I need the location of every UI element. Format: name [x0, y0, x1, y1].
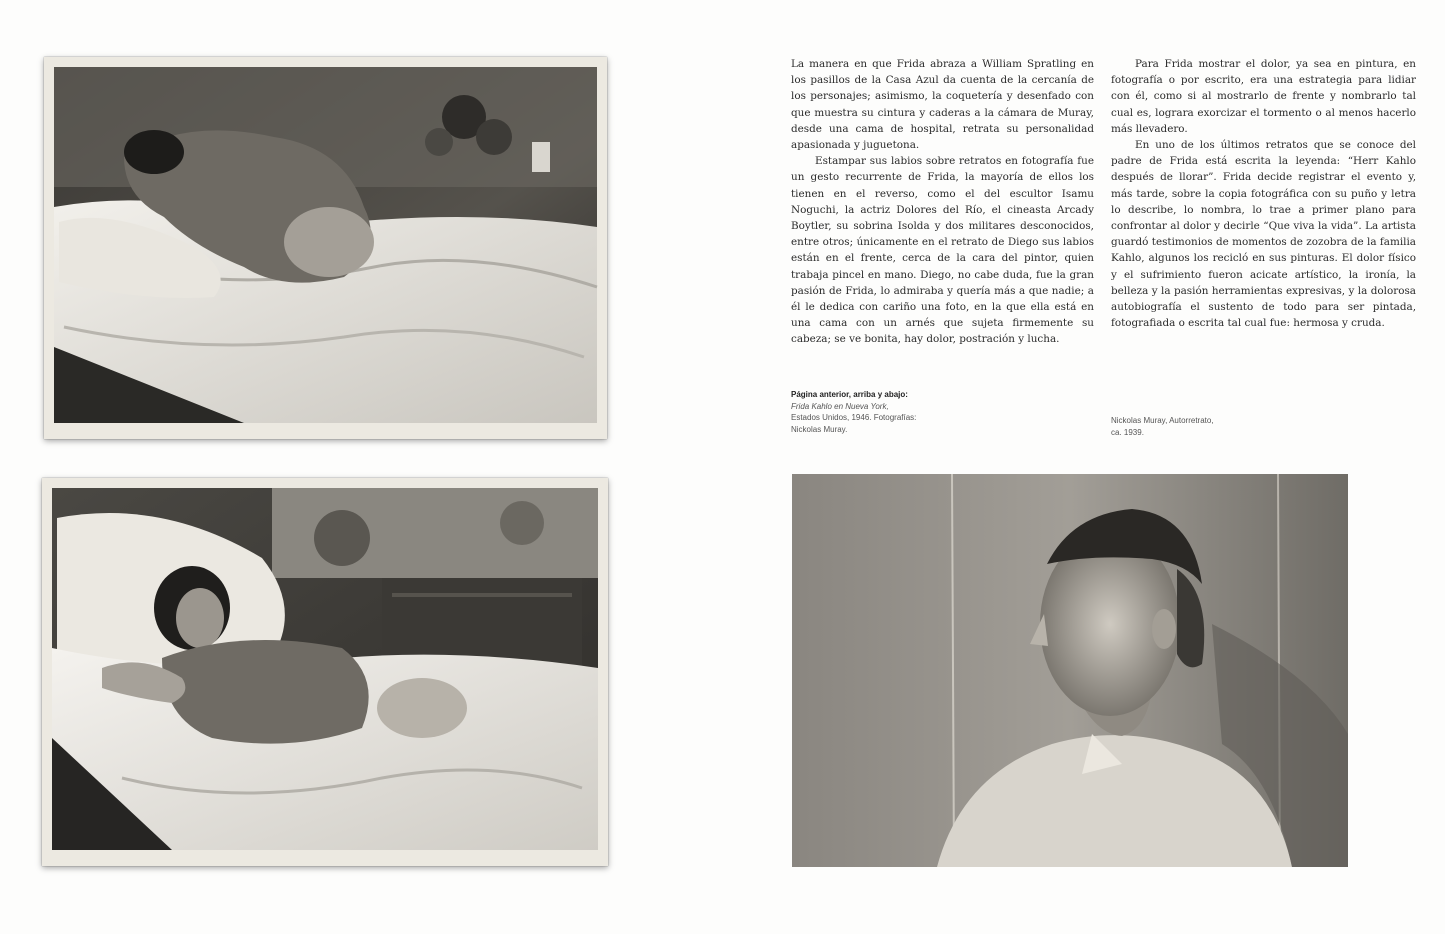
photo-bottom-frida-reclining [42, 478, 608, 866]
col2-paragraph-1: Para Frida mostrar el dolor, ya sea en pintura, en fotografía o por escrito, era una estrategia para lidiar con él, como si al mostrarlo de frente y nombrarlo tal cual es, lograra exorcizar el tormento o al menos hacerlo más llevadero. [1111, 58, 1416, 135]
caption-heading: Página anterior, arriba y abajo: [791, 390, 908, 399]
col1-paragraph-1: La manera en que Frida abraza a William Spratling en los pasillos de la Casa Azul da cuenta de la cercanía de los personajes; asimismo, la coquetería y desenfado con que muestra su cintura y caderas a la cámara de Muray, desde una cama de hospital, retrata su personalidad apasionada y juguetona. [791, 58, 1094, 152]
body-text-column-1 [791, 56, 1094, 348]
col2-paragraph-2: En uno de los últimos retratos que se conoce del padre de Frida está escrita la leyenda: “Herr Kahlo después de llorar”. Frida decide registrar el evento y, más tarde, sobre la copia fotográfica con su puño y letra lo describe, lo nombra, lo trae a primer plano para confrontar al dolor y decirle “Que viva la vida”. La artista guardó testimonios de momentos de zozobra de la familia Kahlo, algunos los recicló en sus pinturas. El dolor físico y el sufrimiento fueron acicate artístico, la ironía, la belleza y la pasión herramientas expresivas, y la dolorosa autobiografía el sustento de todo para ser pintada, fotografiada o escrita tal cual fue: hermosa y cruda. [1111, 139, 1416, 330]
photo-top-image [44, 57, 607, 439]
caption-previous-page [791, 389, 971, 435]
caption-self-portrait [1111, 415, 1291, 438]
portrait-image [792, 474, 1348, 867]
caption-portrait-line-2: ca. 1939. [1111, 427, 1144, 437]
caption-line-3: Nickolas Muray. [791, 424, 848, 434]
photo-bottom-image [42, 478, 608, 866]
col1-paragraph-2: Estampar sus labios sobre retratos en fotografía fue un gesto recurrente de Frida, la mayoría de ellos los tienen en el reverso, como el del escultor Isamu Noguchi, la actriz Dolores del Río, el cineasta Arcady Boytler, su sobrina Isolda y dos militares desconocidos, entre otros; únicamente en el retrato de Diego sus labios están en el frente, cerca de la cara del pintor, quien trabaja pincel en mano. Diego, no cabe duda, fue la gran pasión de Frida, lo admiraba y quería más a que nadie; a él le dedica con cariño una foto, en la que ella está en una cama con un arnés que sujeta firmemente su cabeza; se ve bonita, hay dolor, postración y lucha. [791, 155, 1094, 346]
photo-top-frida-back [44, 57, 607, 439]
photo-muray-self-portrait [792, 474, 1348, 867]
body-text-column-2 [1111, 56, 1416, 331]
caption-line-2: Estados Unidos, 1946. Fotografías: [791, 413, 917, 422]
caption-portrait-line-1: Nickolas Muray, Autorretrato, [1111, 416, 1214, 425]
caption-title: Frida Kahlo en Nueva York, [791, 401, 889, 411]
